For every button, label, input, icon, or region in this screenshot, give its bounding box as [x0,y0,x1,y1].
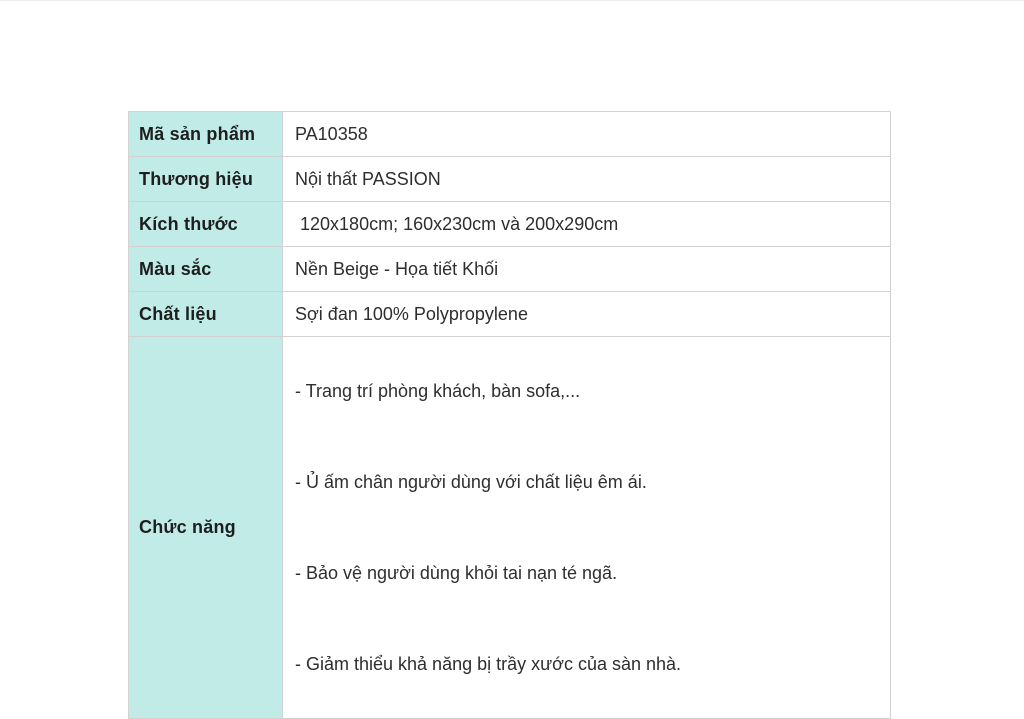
spec-value-function [283,337,891,719]
spec-value-material: Sợi đan 100% Polypropylene [283,292,891,337]
function-line: - Ủ ấm chân người dùng với chất liệu êm ái. [295,472,647,492]
spec-row-color [129,247,891,292]
function-line: - Giảm thiểu khả năng bị trầy xước của sàn nhà. [295,654,682,674]
spec-label-product-code: Mã sản phẩm [129,112,283,157]
spec-value-color: Nền Beige - Họa tiết Khối [283,247,891,292]
spec-value-size: 120x180cm; 160x230cm và 200x290cm [283,202,891,247]
spec-label-color: Màu sắc [129,247,283,292]
spec-label-brand: Thương hiệu [129,157,283,202]
product-spec-table [128,111,891,719]
spec-label-function: Chức năng [129,337,283,719]
spec-label-material: Chất liệu [129,292,283,337]
spec-row-product-code [129,112,891,157]
spec-label-size: Kích thước [129,202,283,247]
spec-value-product-code: PA10358 [283,112,891,157]
page-top-divider [0,0,1024,1]
function-line: - Trang trí phòng khách, bàn sofa,... [295,381,581,401]
spec-row-brand [129,157,891,202]
spec-row-material [129,292,891,337]
function-line: - Bảo vệ người dùng khỏi tai nạn té ngã. [295,563,618,583]
spec-value-brand: Nội thất PASSION [283,157,891,202]
spec-row-size [129,202,891,247]
spec-row-function [129,337,891,719]
